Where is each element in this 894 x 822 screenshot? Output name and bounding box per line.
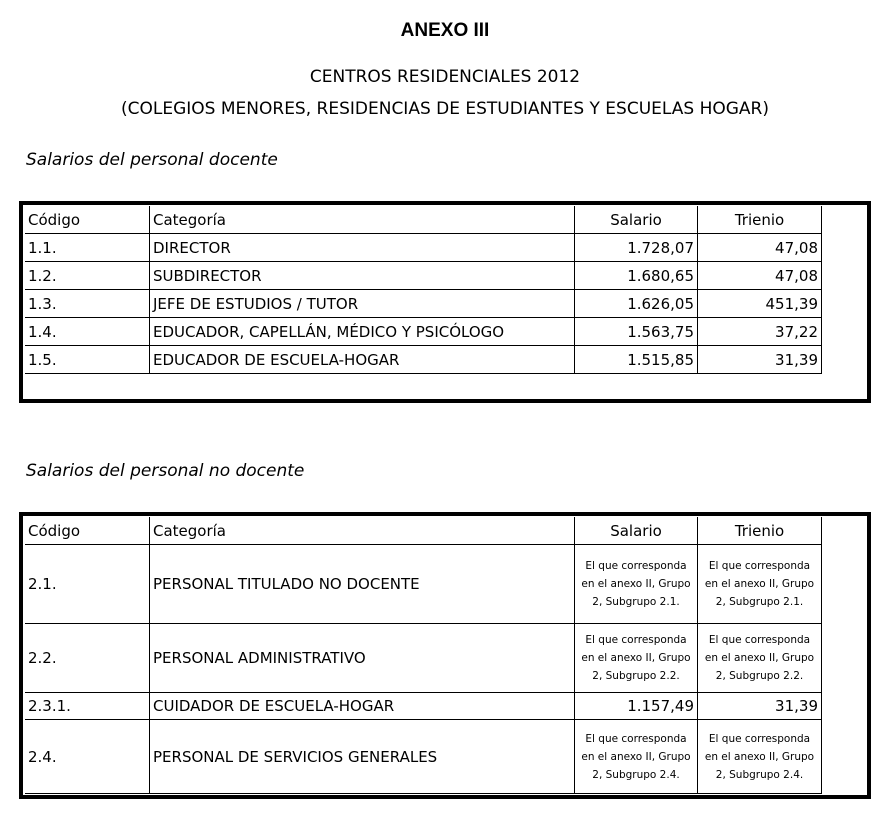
cell-salario: 1.515,85: [575, 346, 698, 374]
cell-trienio: El que corresponda en el anexo II, Grupo 2, Subgrupo 2.1.: [698, 545, 822, 624]
header-codigo: Código: [25, 206, 150, 234]
cell-categoria: CUIDADOR DE ESCUELA-HOGAR: [150, 693, 575, 720]
cell-trienio: 31,39: [698, 346, 822, 374]
table-row: [25, 720, 822, 794]
cell-codigo: 1.1.: [25, 234, 150, 262]
cell-categoria: EDUCADOR, CAPELLÁN, MÉDICO Y PSICÓLOGO: [150, 318, 575, 346]
section-heading-docente: Salarios del personal docente: [26, 150, 278, 170]
cell-categoria: PERSONAL DE SERVICIOS GENERALES: [150, 720, 575, 794]
table-row: [25, 290, 822, 318]
cell-trienio: 451,39: [698, 290, 822, 318]
cell-salario: 1.626,05: [575, 290, 698, 318]
table-row: [25, 346, 822, 374]
cell-salario: El que corresponda en el anexo II, Grupo 2, Subgrupo 2.4.: [575, 720, 698, 794]
document-subtitle: CENTROS RESIDENCIALES 2012: [309, 67, 581, 87]
document-subtitle-detail: (COLEGIOS MENORES, RESIDENCIAS DE ESTUDIANTES Y ESCUELAS HOGAR): [121, 99, 769, 119]
cell-codigo: 1.5.: [25, 346, 150, 374]
table-header-row: [25, 206, 822, 234]
table-row: [25, 624, 822, 693]
cell-salario: 1.157,49: [575, 693, 698, 720]
cell-trienio: 47,08: [698, 234, 822, 262]
header-categoria: Categoría: [150, 517, 575, 545]
header-salario: Salario: [575, 517, 698, 545]
header-codigo: Código: [25, 517, 150, 545]
section-heading-no-docente: Salarios del personal no docente: [26, 461, 305, 481]
header-categoria: Categoría: [150, 206, 575, 234]
table-row: [25, 545, 822, 624]
cell-categoria: PERSONAL ADMINISTRATIVO: [150, 624, 575, 693]
table-row: [25, 262, 822, 290]
cell-salario: 1.728,07: [575, 234, 698, 262]
table-docente-frame: [19, 201, 871, 403]
cell-codigo: 2.3.1.: [25, 693, 150, 720]
cell-categoria: PERSONAL TITULADO NO DOCENTE: [150, 545, 575, 624]
header-trienio: Trienio: [698, 517, 822, 545]
cell-trienio: 31,39: [698, 693, 822, 720]
cell-categoria: DIRECTOR: [150, 234, 575, 262]
table-row: [25, 693, 822, 720]
cell-trienio: 37,22: [698, 318, 822, 346]
header-salario: Salario: [575, 206, 698, 234]
table-row: [25, 234, 822, 262]
document-title: ANEXO III: [400, 20, 490, 41]
cell-codigo: 1.2.: [25, 262, 150, 290]
cell-salario: El que corresponda en el anexo II, Grupo 2, Subgrupo 2.2.: [575, 624, 698, 693]
table-no-docente-frame: [19, 512, 871, 799]
table-no-docente: [25, 517, 822, 794]
cell-categoria: JEFE DE ESTUDIOS / TUTOR: [150, 290, 575, 318]
cell-codigo: 2.4.: [25, 720, 150, 794]
cell-salario: 1.680,65: [575, 262, 698, 290]
cell-trienio: El que corresponda en el anexo II, Grupo 2, Subgrupo 2.4.: [698, 720, 822, 794]
cell-codigo: 2.2.: [25, 624, 150, 693]
cell-codigo: 1.3.: [25, 290, 150, 318]
cell-categoria: EDUCADOR DE ESCUELA-HOGAR: [150, 346, 575, 374]
cell-trienio: El que corresponda en el anexo II, Grupo 2, Subgrupo 2.2.: [698, 624, 822, 693]
cell-salario: El que corresponda en el anexo II, Grupo 2, Subgrupo 2.1.: [575, 545, 698, 624]
cell-trienio: 47,08: [698, 262, 822, 290]
table-header-row: [25, 517, 822, 545]
cell-categoria: SUBDIRECTOR: [150, 262, 575, 290]
header-trienio: Trienio: [698, 206, 822, 234]
cell-codigo: 2.1.: [25, 545, 150, 624]
cell-salario: 1.563,75: [575, 318, 698, 346]
table-docente: [25, 206, 822, 374]
table-row: [25, 318, 822, 346]
cell-codigo: 1.4.: [25, 318, 150, 346]
